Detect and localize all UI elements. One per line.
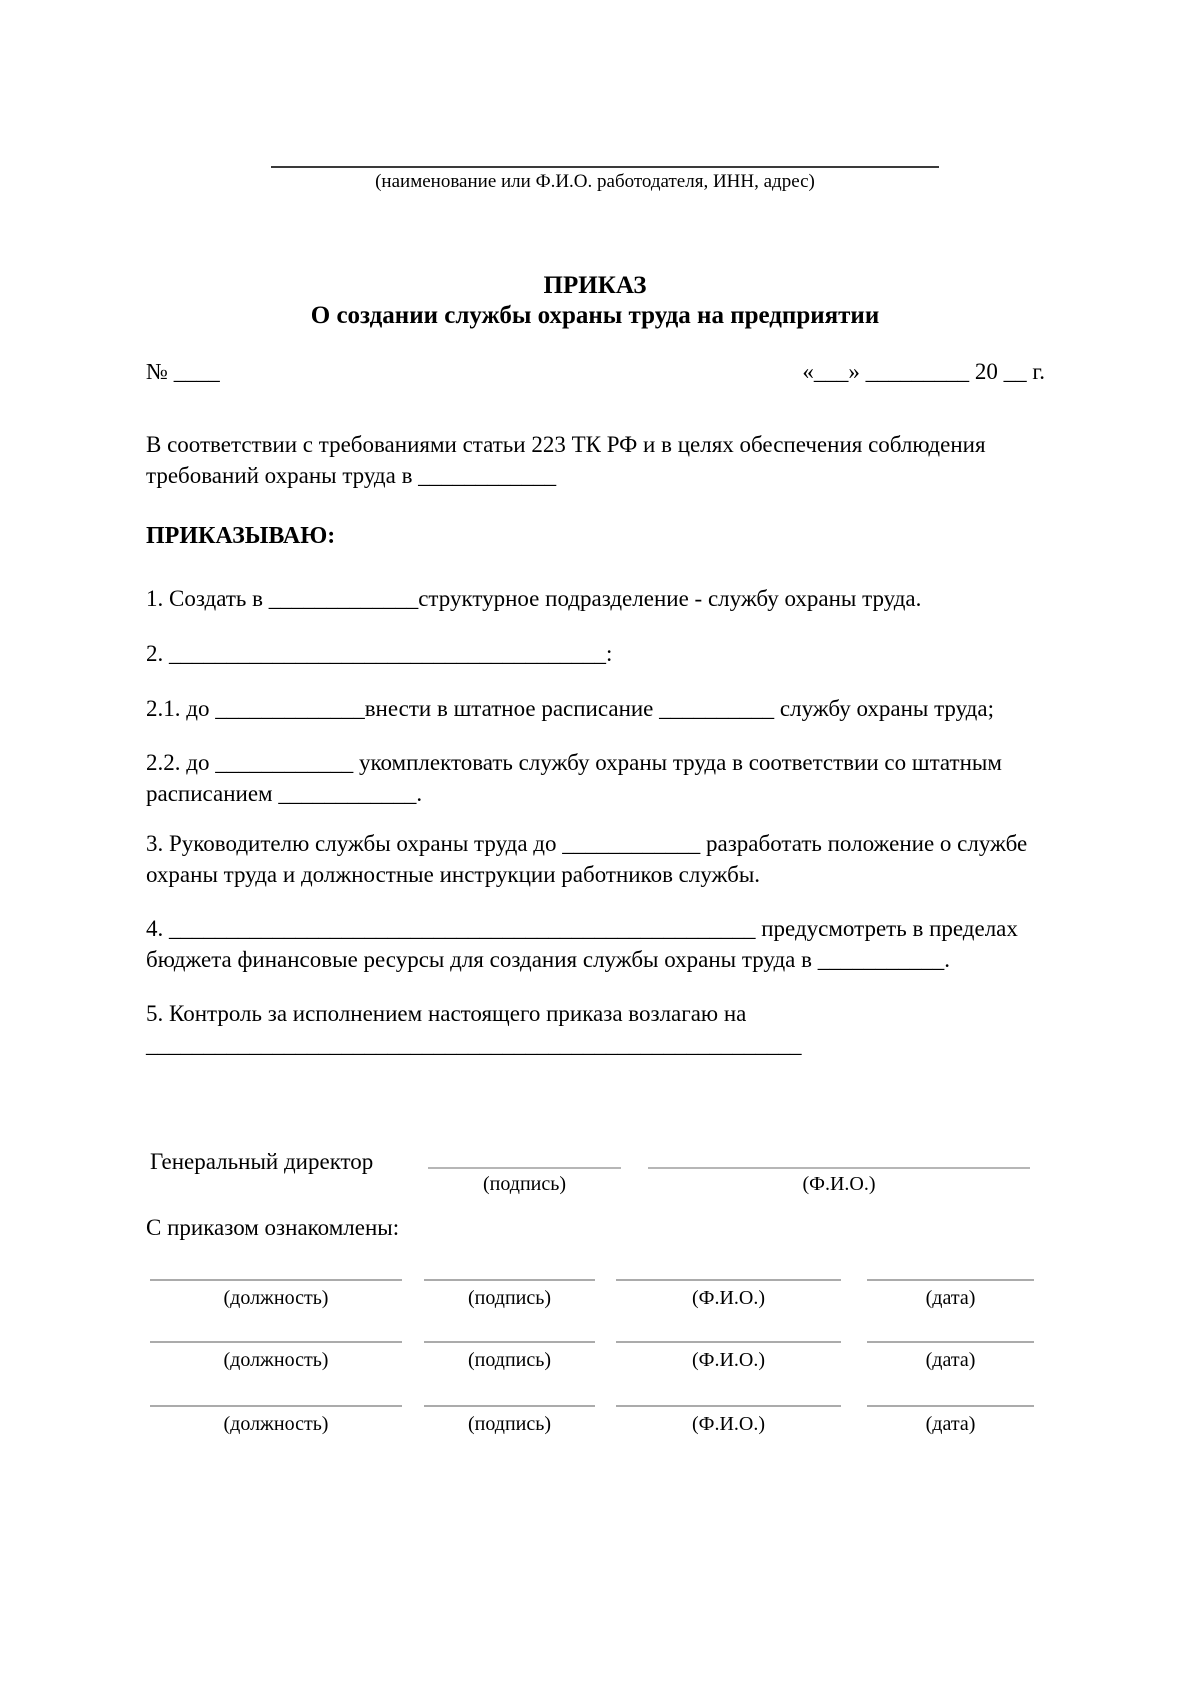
- order-item-5: 5. Контроль за исполнением настоящего приказа возлагаю на: [146, 1001, 747, 1026]
- signature-caption: (подпись): [482, 1173, 567, 1195]
- ack-row2-signature-cell: (подпись): [424, 1341, 595, 1373]
- ack-row1-signature-cell: (подпись): [424, 1279, 595, 1311]
- order-item-1: 1. Создать в _____________структурное подразделение - службу охраны труда.: [146, 586, 922, 611]
- ack-row1-position-cell: (должность): [150, 1279, 402, 1311]
- order-item-2: 2. ______________________________________:: [146, 641, 613, 666]
- document-subtitle: О создании службы охраны труда на предприятии: [310, 302, 880, 329]
- fullname-caption: (Ф.И.О.): [802, 1173, 876, 1195]
- ack-row3-fullname-cell: (Ф.И.О.): [616, 1405, 841, 1437]
- ack-row3-position-cell: (должность): [150, 1405, 402, 1437]
- order-date-blank: «___» _________ 20 __ г.: [802, 359, 1045, 384]
- order-item-2-1: 2.1. до _____________внести в штатное расписание __________ службу охраны труда;: [146, 696, 994, 721]
- ack-row1-date-cell: (дата): [867, 1279, 1034, 1311]
- ack-row2-date-cell: (дата): [867, 1341, 1034, 1373]
- employer-caption: (наименование или Ф.И.О. работодателя, ИНН, адрес): [375, 171, 815, 192]
- ack-row2-fullname-cell: (Ф.И.О.): [616, 1341, 841, 1373]
- acknowledgement-heading: С приказом ознакомлены:: [146, 1215, 400, 1240]
- ack-row1-fullname-cell: (Ф.И.О.): [616, 1279, 841, 1311]
- employer-name-blank-line: [271, 166, 939, 168]
- director-name-blank-line: [648, 1146, 1030, 1169]
- document-title: ПРИКАЗ: [543, 272, 647, 299]
- director-position-label: Генеральный директор: [150, 1149, 374, 1174]
- order-item-2-2: 2.2. до ____________ укомплектовать службу охраны труда в соответствии со штатным расписанием ____________.: [146, 750, 1002, 806]
- number-date-row: [146, 357, 1045, 387]
- director-signature-blank-line: [428, 1146, 621, 1169]
- ack-row3-date-cell: (дата): [867, 1405, 1034, 1437]
- order-item-5-blank-line: _________________________________________________________: [146, 1032, 802, 1057]
- ack-row2-position-cell: (должность): [150, 1341, 402, 1373]
- intro-paragraph: В соответствии с требованиями статьи 223 ТК РФ и в целях обеспечения соблюдения требований охраны труда в ____________: [146, 432, 986, 488]
- resolution-heading: ПРИКАЗЫВАЮ:: [146, 523, 336, 549]
- order-number-blank: № ____: [146, 359, 220, 384]
- ack-row3-signature-cell: (подпись): [424, 1405, 595, 1437]
- order-item-4: 4. ___________________________________________________ предусмотреть в пределах бюджета финансовые ресурсы для создания службы охраны труда в ___________.: [146, 916, 1018, 972]
- order-item-3: 3. Руководителю службы охраны труда до ____________ разработать положение о службе охраны труда и должностные инструкции работников службы.: [146, 831, 1028, 887]
